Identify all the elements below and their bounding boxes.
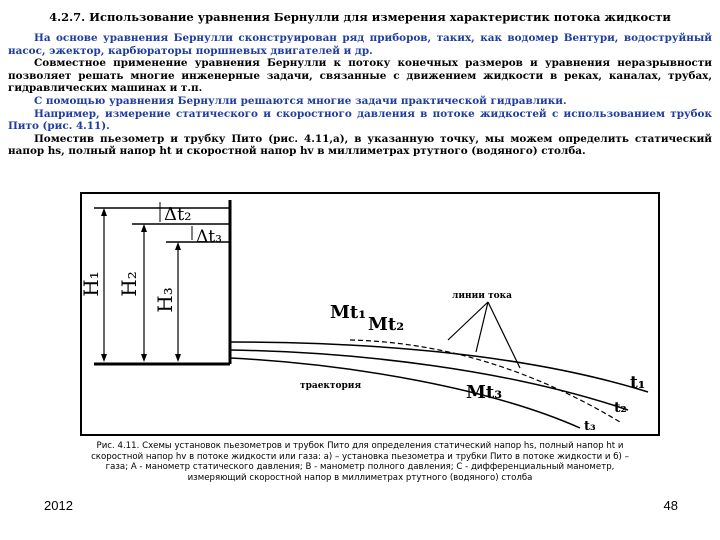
dt3-label: Δt₃: [196, 227, 222, 247]
caption-line-3: газа; А - манометр статического давления; В - манометр полного давления; С - дифференциальный манометр,: [105, 462, 615, 473]
streamline-2: [230, 350, 628, 410]
streamline-diagram: [80, 192, 660, 436]
paragraph-5: Поместив пьезометр и трубку Пито (рис. 4.11,а), в указанную точку, мы можем определить статический напор hs, полный напор ht и скоростной напор hv в миллиметрах ртутного (водяного) столба.: [8, 132, 712, 158]
streamline-3: [230, 358, 580, 428]
h2-label: H₂: [117, 271, 141, 297]
t1-label: t₁: [630, 373, 646, 393]
h1-label: H₁: [80, 271, 103, 297]
paragraph-3: С помощью уравнения Бернулли решаются многие задачи практической гидравлики.: [34, 94, 567, 107]
paragraph-1: На основе уравнения Бернулли сконструирован ряд приборов, таких, как водомер Вентури, водоструйный насос, эжектор, карбюраторы поршневых двигателей и др.: [8, 32, 712, 57]
mt3-label: Mt₃: [466, 382, 503, 403]
paragraph-4: Например, измерение статического и скоростного давления в потоке жидкостей с использованием трубок Пито (рис. 4.11).: [8, 107, 712, 133]
page-number: 48: [663, 498, 678, 513]
trajectory-label: траектория: [300, 381, 362, 391]
caption-line-1: Рис. 4.11. Схемы установок пьезометров и трубок Пито для определения статический напор hs, полный напор ht и: [96, 441, 624, 451]
body-text: [8, 32, 712, 158]
t2-label: t₂: [614, 400, 627, 416]
page-title: 4.2.7. Использование уравнения Бернулли для измерения характеристик потока жидкости: [49, 10, 671, 24]
trajectory-line: [350, 340, 620, 422]
caption-line-4: измеряющий скоростной напор в миллиметрах ртутного (водяного) столба: [187, 472, 533, 483]
dt2-label: Δt₂: [164, 204, 192, 225]
figure-4-11: [80, 192, 660, 436]
footer-year: 2012: [44, 498, 73, 513]
caption-line-2: скоростной напор hv в потоке жидкости или газа: а) – установка пьезометра и трубки Пито в потоке жидкости и б) –: [91, 451, 629, 462]
mt1-label: Mt₁: [330, 302, 367, 323]
t3-label: t₃: [584, 419, 596, 434]
h3-label: H₃: [153, 287, 177, 313]
paragraph-2: Совместное применение уравнения Бернулли к потоку конечных размеров и уравнения неразрывности позволяет решать многие инженерные задачи, связанные с движением жидкости в реках, каналах, трубах, гидравлических машинах и т.п.: [8, 57, 712, 95]
mt2-label: Mt₂: [368, 314, 405, 335]
streamline-label: линии тока: [452, 291, 513, 301]
figure-caption: [30, 441, 690, 483]
